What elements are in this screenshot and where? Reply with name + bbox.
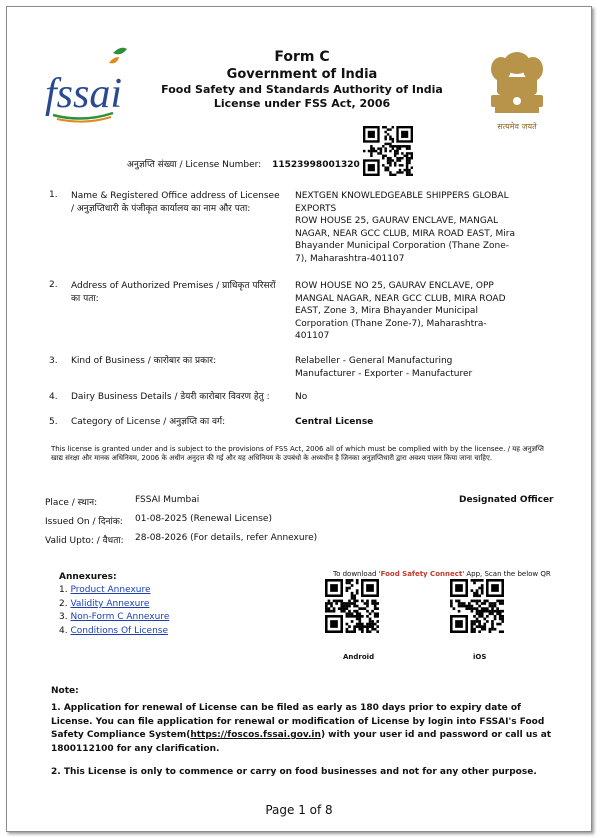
place-value: FSSAI Mumbai (135, 495, 200, 505)
android-qr-code[interactable] (325, 579, 379, 633)
item-label: Address of Authorized Premises / प्राधिकृत परिसरों का पता: (71, 281, 276, 304)
national-emblem-icon (477, 43, 557, 133)
validity-annexure-link[interactable]: Validity Annexure (70, 598, 150, 609)
item-value: Relabeller - General Manufacturing Manufacturer - Exporter - Manufacturer (295, 356, 473, 379)
annexures-title: Annexures: (59, 572, 117, 582)
ios-qr-code[interactable] (450, 579, 504, 633)
item-number: 3. (49, 356, 58, 366)
item-number: 4. (49, 392, 58, 402)
license-number-label: अनुज्ञप्ति संख्या / License Number: (127, 160, 262, 170)
annexures (59, 571, 169, 638)
download-prefix: To download ' (333, 570, 381, 578)
conditions-of-license-link[interactable]: Conditions Of License (70, 625, 169, 636)
designated-officer: Designated Officer (459, 495, 554, 505)
valid-label: Valid Upto: / वैधता: (45, 536, 124, 546)
issued-label: Issued On / दिनांक: (45, 517, 123, 527)
annexure-item (59, 625, 169, 638)
non-form-c-annexure-link[interactable]: Non-Form C Annexure (70, 612, 170, 623)
page-number: Page 1 of 8 (265, 803, 333, 817)
annexure-item (59, 611, 169, 624)
note-1-text: 1. Application for renewal of License can be filed as early as 180 days prior to expiry date of License. You can file application for renewal or modification of License by login into FSSAI's Food Safety Compliance System( (51, 703, 545, 740)
act-title: License under FSS Act, 2006 (213, 97, 391, 110)
item-number: 1. (49, 190, 58, 200)
item-value: Central License (295, 417, 374, 427)
annexure-number: 4. (59, 625, 68, 636)
item-label: Category of License / अनुज्ञप्ति का वर्ग: (71, 417, 226, 427)
note-1-text-end: ) with your user id and password or call us at 1800112100 for any clarification. (51, 730, 552, 754)
disclaimer-text: This license is granted under and is subject to the provisions of FSS Act, 2006 all of which must be complied with by the licensee. / यह अनुज्ञप्ति खाद्य संरक्षा और मानक अधिनियम, 2006 के अधीन अनुदत्त की गई और यह अधिनियम के उपबंधो के अध्यधीन है जिनका अनुज्ञप्तिधारी द्वारा अवश्य पालन किया जाना चाहिए. (51, 445, 544, 462)
place-label: Place / स्थान: (45, 498, 98, 508)
issued-value: 01-08-2025 (Renewal License) (135, 514, 272, 524)
foscos-link[interactable]: https://foscos.fssai.gov.in (190, 730, 321, 740)
ios-label: iOS (473, 653, 487, 661)
form-title: Form C (274, 49, 330, 65)
item-label: Name & Registered Office address of Licensee / अनुज्ञप्तिधारी के पंजीकृत कार्यालय का नाम और पता: (71, 191, 280, 214)
license-number: 11523998001320 (272, 160, 360, 170)
item-label: Dairy Business Details / डेयरी कारोबार विवरण हेतु : (71, 392, 270, 402)
note-1 (51, 702, 561, 756)
license-number-row (127, 157, 360, 170)
android-label: Android (343, 653, 375, 661)
emblem-motto: सत्यमेव जयते (497, 122, 537, 131)
annexure-number: 1. (59, 585, 68, 596)
note-2: 2. This License is only to commence or carry on food businesses and not for any other purpose. (51, 767, 537, 777)
license-page (6, 6, 592, 832)
logo-text: fssai (45, 71, 123, 117)
app-name: Food Safety Connect (380, 570, 463, 578)
annexure-number: 2. (59, 598, 68, 609)
item-label: Kind of Business / कारोबार का प्रकार: (71, 356, 217, 366)
download-suffix: ' App, Scan the below QR (462, 570, 551, 578)
note-title: Note: (51, 686, 79, 696)
item-value: No (295, 392, 308, 402)
annexure-number: 3. (59, 612, 68, 623)
annexure-item (59, 584, 169, 597)
product-annexure-link[interactable]: Product Annexure (70, 585, 151, 596)
item-number: 5. (49, 417, 58, 427)
item-value: NEXTGEN KNOWLEDGEABLE SHIPPERS GLOBAL EXPORTS ROW HOUSE 25, GAURAV ENCLAVE, MANGAL NAGAR, NEAR GCC CLUB, MIRA ROAD EAST, Mira Bhayander Municipal Corporation (Thane Zone-7), Maharashtra-401107 (295, 191, 515, 264)
fssai-logo (43, 45, 133, 127)
valid-value: 28-08-2026 (For details, refer Annexure) (135, 533, 318, 543)
government-title: Government of India (226, 67, 378, 82)
app-download-text (333, 570, 551, 578)
document-header (157, 49, 447, 111)
annexure-item (59, 598, 169, 611)
license-qr-code (363, 126, 413, 176)
authority-title: Food Safety and Standards Authority of India (161, 83, 443, 96)
item-number: 2. (49, 280, 58, 290)
item-value: ROW HOUSE NO 25, GAURAV ENCLAVE, OPP MANGAL NAGAR, NEAR GCC CLUB, MIRA ROAD EAST, Zone 3, Mira Bhayander Municipal Corporation (Thane Zone-7), Maharashtra-401107 (295, 281, 506, 341)
